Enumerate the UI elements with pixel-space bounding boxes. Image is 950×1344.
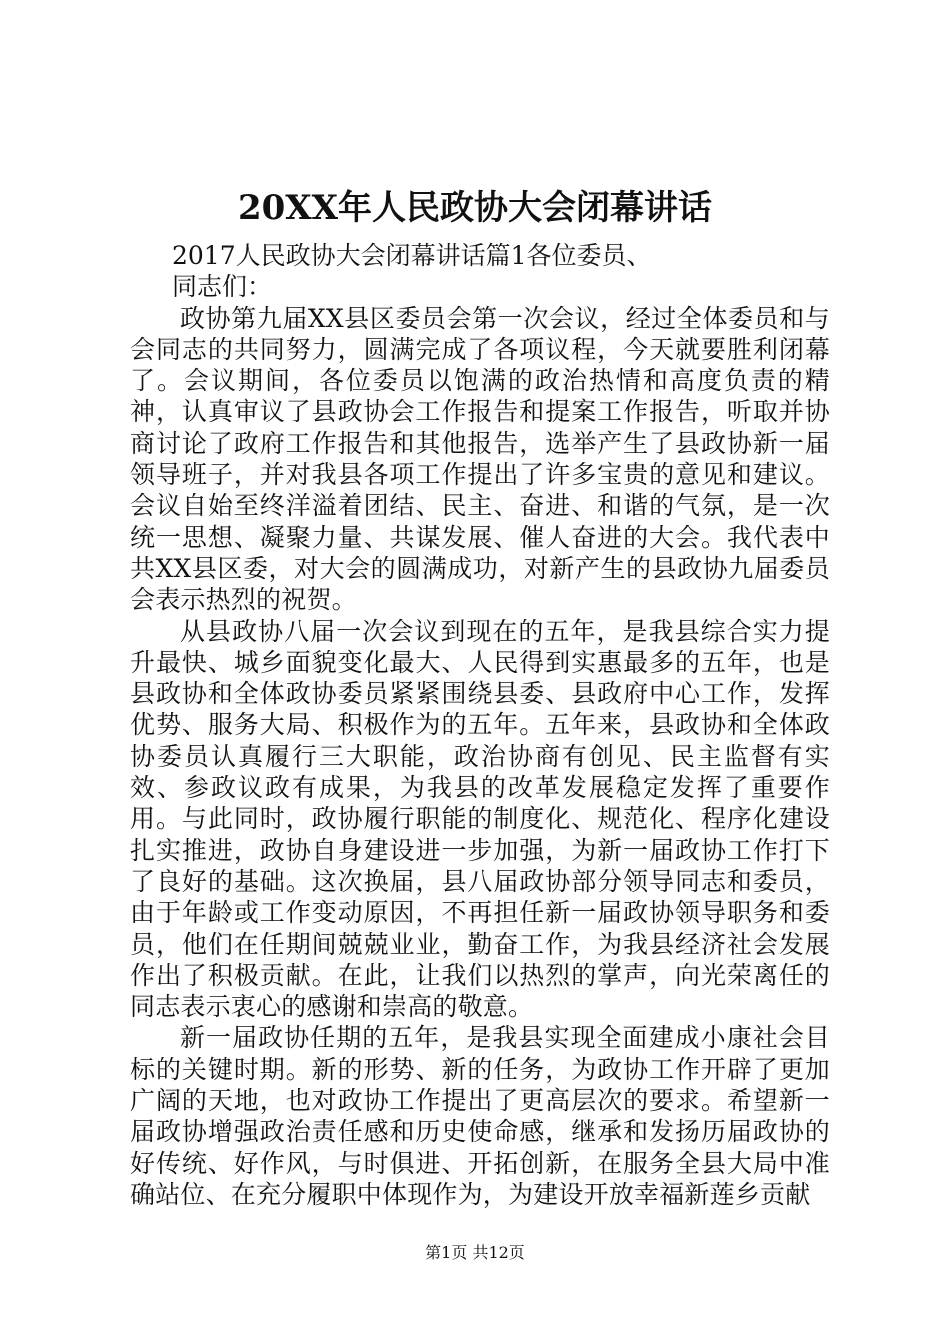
intro-line-2: 同志们：: [172, 272, 273, 302]
paragraph-2: 从县政协八届一次会议到现在的五年，是我县综合实力提升最快、城乡面貌变化最大、人民得到实惠最多的五年，也是县政协和全体政协委员紧紧围绕县委、县政府中心工作，发挥优势、服务大局、积极作为的五年。五年来，县政协和全体政协委员认真履行三大职能，政治协商有创见、民主监督有实效、参政议政有成果，为我县的改革发展稳定发挥了重要作用。与此同时，政协履行职能的制度化、规范化、程序化建设扎实推进，政协自身建设进一步加强，为新一届政协工作打下了良好的基础。这次换届，县八届政协部分领导同志和委员，由于年龄或工作变动原因，不再担任新一届政协领导职务和委员，他们在任期间兢兢业业，勤奋工作，为我县经济社会发展作出了积极贡献。在此，让我们以热烈的掌声，向光荣离任的同志表示衷心的感谢和崇高的敬意。: [130, 616, 830, 1022]
paragraph-1: 政协第九届XX县区委员会第一次会议，经过全体委员和与会同志的共同努力，圆满完成了各项议程，今天就要胜利闭幕了。会议期间，各位委员以饱满的政治热情和高度负责的精神，认真审议了县政协会工作报告和提案工作报告，听取并协商讨论了政府工作报告和其他报告，选举产生了县政协新一届领导班子，并对我县各项工作提出了许多宝贵的意见和建议。会议自始至终洋溢着团结、民主、奋进、和谐的气氛，是一次统一思想、凝聚力量、共谋发展、催人奋进的大会。我代表中共XX县区委，对大会的圆满成功，对新产生的县政协九届委员会表示热烈的祝贺。: [130, 303, 830, 615]
intro-line-1: 2017人民政协大会闭幕讲话篇1各位委员、: [172, 241, 652, 270]
paragraph-3: 新一届政协任期的五年，是我县实现全面建成小康社会目标的关键时期。新的形势、新的任务，为政协工作开辟了更加广阔的天地，也对政协工作提出了更高层次的要求。希望新一届政协增强政治责任感和历史使命感，继承和发扬历届政协的好传统、好作风，与时俱进、开拓创新，在服务全县大局中准确站位、在充分履职中体现作为，为建设开放幸福新莲乡贡献: [130, 1023, 830, 1209]
document-body: [130, 240, 830, 1210]
page-number-footer: 第1页 共12页: [425, 1243, 525, 1262]
document-title: 20XX年人民政协大会闭幕讲话: [237, 188, 713, 228]
